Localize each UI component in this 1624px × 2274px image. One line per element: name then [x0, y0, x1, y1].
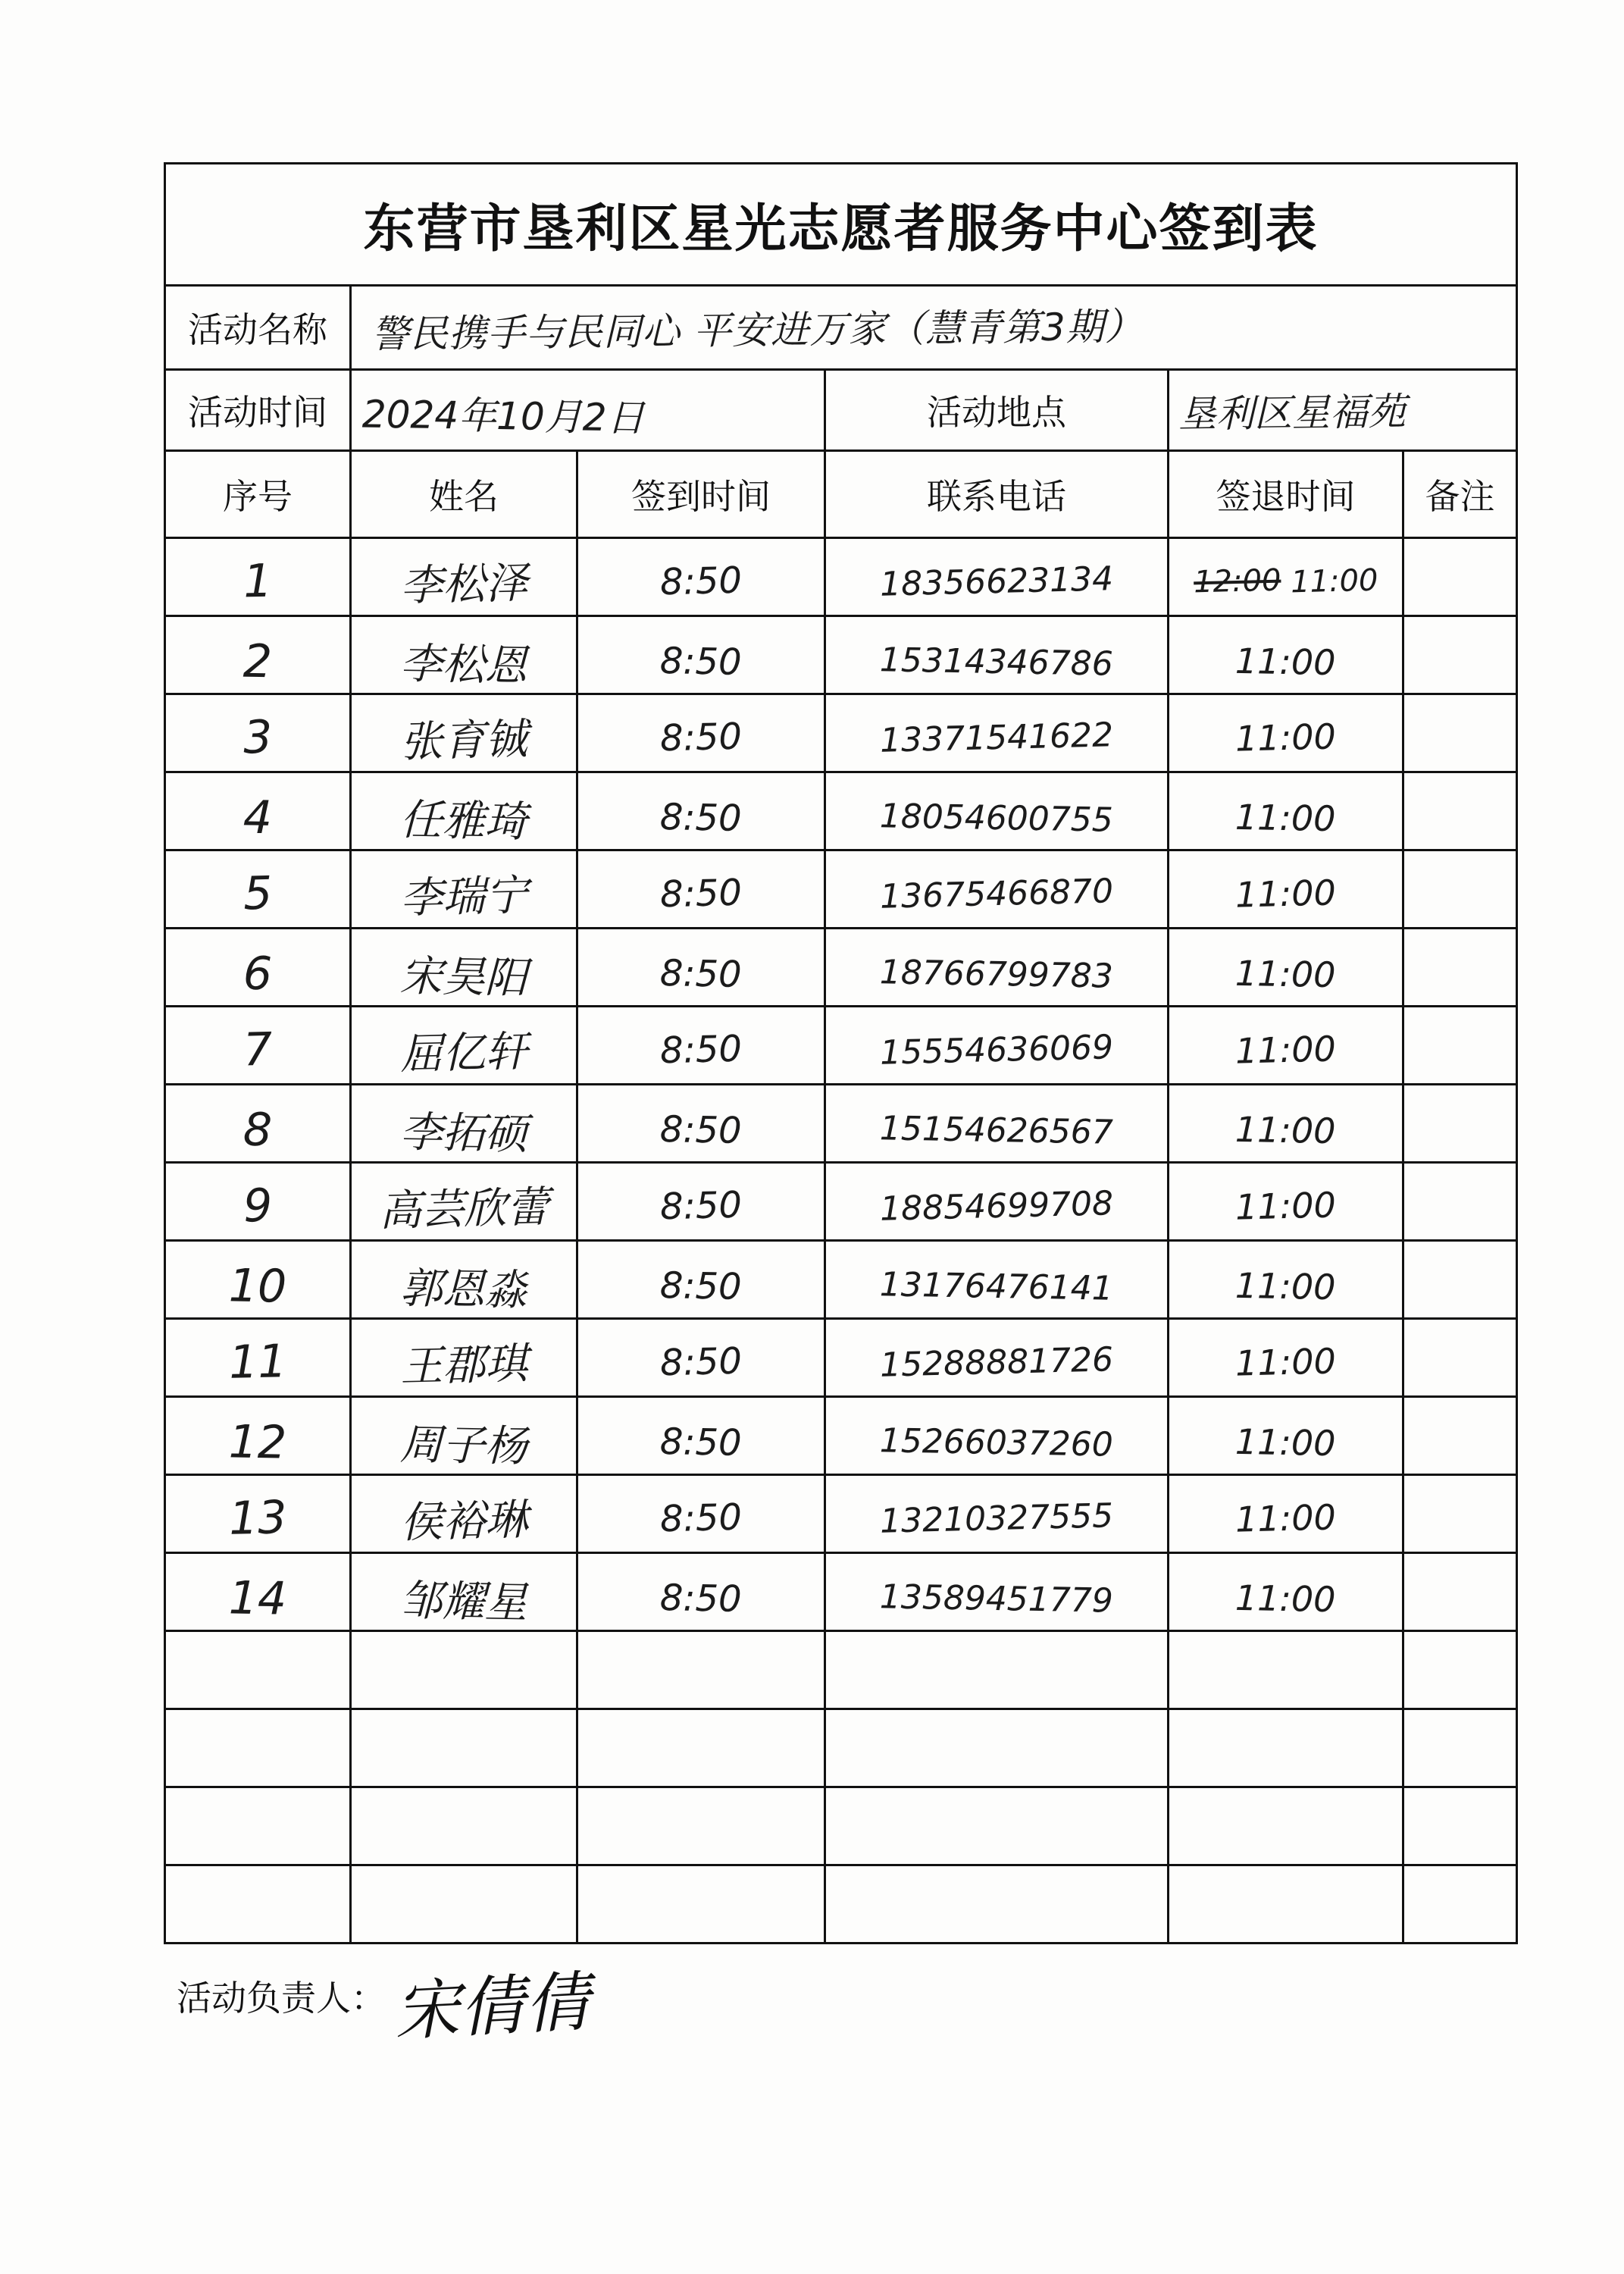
sign-in-time-cell: [577, 694, 825, 772]
empty-cell: [165, 1787, 351, 1865]
empty-cell: [165, 1631, 351, 1709]
row-number: 13: [228, 1491, 288, 1546]
name-cell: [351, 616, 577, 694]
empty-cell: [351, 1709, 577, 1787]
phone-cell: [825, 1085, 1169, 1163]
row-number: 14: [228, 1571, 287, 1626]
phone-number: 15554636069: [879, 1027, 1114, 1073]
activity-location-label: 活动地点: [825, 370, 1169, 451]
table-row: [165, 1241, 1517, 1319]
sign-in-time-cell: [577, 1241, 825, 1319]
header-name: 姓名: [351, 451, 577, 538]
empty-cell: [1403, 1865, 1517, 1944]
phone-cell: [825, 929, 1169, 1007]
sign-out-time: 11:00: [1234, 872, 1337, 916]
title-row: [165, 164, 1517, 286]
empty-cell: [1403, 1631, 1517, 1709]
remark-cell: [1403, 538, 1517, 616]
sign-out-time-cell: [1169, 694, 1403, 772]
sign-in-time: 8:50: [659, 1420, 743, 1464]
phone-number: 13675466870: [879, 871, 1114, 916]
activity-location-value: 垦利区星福苑: [1178, 389, 1407, 437]
activity-time-label: 活动时间: [165, 370, 351, 451]
remark-cell: [1403, 850, 1517, 929]
sign-out-time: 11:00: [1234, 952, 1337, 996]
sign-out-time: 11:00: [1290, 562, 1378, 600]
sign-out-time: 11:00: [1234, 1496, 1337, 1540]
table-row: [165, 694, 1517, 772]
phone-number: 15266037260: [879, 1420, 1114, 1464]
sign-out-time-cell: [1169, 850, 1403, 929]
sign-in-time-cell: [577, 850, 825, 929]
sign-out-time-cell: [1169, 1007, 1403, 1085]
sign-in-time-cell: [577, 1007, 825, 1085]
participant-name: 宋昊阳: [399, 951, 528, 1004]
row-number-cell: [165, 1007, 351, 1085]
activity-name-cell: [351, 286, 1517, 370]
participant-name: 邹耀星: [399, 1576, 528, 1628]
empty-cell: [825, 1787, 1169, 1865]
row-number-cell: [165, 850, 351, 929]
sign-out-time-cell: [1169, 1397, 1403, 1475]
empty-row: [165, 1631, 1517, 1709]
sign-in-time: 8:50: [659, 796, 743, 840]
table-row: [165, 1007, 1517, 1085]
row-number: 11: [228, 1335, 288, 1389]
remark-cell: [1403, 1241, 1517, 1319]
phone-cell: [825, 1241, 1169, 1319]
phone-number: 18356623134: [879, 559, 1114, 604]
sign-out-time-cell: [1169, 1553, 1403, 1631]
phone-number: 18766799783: [879, 952, 1114, 996]
organizer-label: 活动负责人：: [177, 1978, 386, 2019]
name-cell: [351, 1475, 577, 1553]
row-number-cell: [165, 1319, 351, 1397]
remark-cell: [1403, 1397, 1517, 1475]
activity-name-label: 活动名称: [165, 286, 351, 370]
sign-in-time: 8:50: [659, 871, 743, 916]
sign-in-time: 8:50: [659, 559, 743, 604]
sign-out-time-cell: [1169, 1475, 1403, 1553]
empty-cell: [1169, 1709, 1403, 1787]
sign-out-time: 11:00: [1234, 1264, 1337, 1308]
phone-cell: [825, 1397, 1169, 1475]
table-row: [165, 1163, 1517, 1241]
row-number: 5: [243, 866, 274, 921]
row-number-cell: [165, 694, 351, 772]
remark-cell: [1403, 1007, 1517, 1085]
row-number: 9: [243, 1179, 274, 1233]
remark-cell: [1403, 616, 1517, 694]
empty-cell: [351, 1631, 577, 1709]
empty-cell: [165, 1865, 351, 1944]
header-sign-in: 签到时间: [577, 451, 825, 538]
sign-out-time-cell: [1169, 1163, 1403, 1241]
phone-cell: [825, 850, 1169, 929]
name-cell: [351, 1397, 577, 1475]
table-row: [165, 616, 1517, 694]
row-number-cell: [165, 1397, 351, 1475]
sign-out-time: 11:00: [1234, 1577, 1337, 1621]
empty-cell: [351, 1787, 577, 1865]
row-number-cell: [165, 1163, 351, 1241]
row-number-cell: [165, 616, 351, 694]
remark-cell: [1403, 1085, 1517, 1163]
sign-in-time: 8:50: [659, 640, 743, 684]
remark-cell: [1403, 1475, 1517, 1553]
name-cell: [351, 1007, 577, 1085]
sign-out-time-cell: [1169, 616, 1403, 694]
name-cell: [351, 538, 577, 616]
name-cell: [351, 1553, 577, 1631]
sign-in-time: 8:50: [659, 715, 743, 760]
remark-cell: [1403, 1553, 1517, 1631]
phone-number: 13371541622: [879, 715, 1114, 760]
sign-out-time: 11:00: [1234, 1420, 1337, 1464]
table-row: [165, 1085, 1517, 1163]
row-number: 7: [243, 1023, 274, 1077]
sign-in-time-cell: [577, 772, 825, 850]
sign-out-time-cell: [1169, 1241, 1403, 1319]
row-number: 8: [243, 1103, 273, 1157]
name-cell: [351, 1085, 577, 1163]
remark-cell: [1403, 694, 1517, 772]
phone-cell: [825, 1553, 1169, 1631]
activity-time-row: [165, 370, 1517, 451]
phone-number: 13589451779: [879, 1577, 1114, 1621]
sign-out-time: 11:00: [1234, 640, 1337, 684]
phone-cell: [825, 1007, 1169, 1085]
sign-in-time: 8:50: [659, 1108, 743, 1152]
row-number-cell: [165, 538, 351, 616]
sign-out-time-cell: [1169, 929, 1403, 1007]
empty-cell: [825, 1631, 1169, 1709]
row-number: 1: [243, 554, 274, 609]
activity-name-value: 警民携手与民同心 平安进万家（慧青第3期）: [371, 304, 1144, 357]
sign-out-time-cell: [1169, 538, 1403, 616]
sign-in-time-cell: [577, 1319, 825, 1397]
table-row: [165, 850, 1517, 929]
empty-cell: [577, 1631, 825, 1709]
table-row: [165, 772, 1517, 850]
empty-cell: [1169, 1787, 1403, 1865]
sheet-title: 东营市垦利区星光志愿者服务中心签到表: [165, 164, 1517, 286]
sign-in-time-cell: [577, 616, 825, 694]
empty-cell: [825, 1865, 1169, 1944]
row-number-cell: [165, 1553, 351, 1631]
participant-name: 王郡琪: [399, 1339, 529, 1392]
sign-out-time-cell: [1169, 1319, 1403, 1397]
sign-in-table: [164, 162, 1518, 1944]
sign-out-time-cell: [1169, 772, 1403, 850]
empty-cell: [577, 1709, 825, 1787]
header-phone: 联系电话: [825, 451, 1169, 538]
phone-number: 13210327555: [879, 1496, 1114, 1541]
phone-number: 15288881726: [879, 1339, 1114, 1385]
empty-row: [165, 1787, 1517, 1865]
row-number: 3: [243, 710, 274, 765]
phone-number: 13176476141: [879, 1264, 1114, 1308]
empty-cell: [825, 1709, 1169, 1787]
header-sign-out: 签退时间: [1169, 451, 1403, 538]
sign-out-time: 11:00: [1234, 1028, 1337, 1072]
participant-name: 郭恩淼: [399, 1264, 528, 1316]
table-row: [165, 1475, 1517, 1553]
row-number: 6: [243, 947, 273, 1001]
row-number: 12: [228, 1415, 287, 1470]
empty-cell: [1403, 1787, 1517, 1865]
remark-cell: [1403, 772, 1517, 850]
phone-cell: [825, 1163, 1169, 1241]
participant-name: 高芸欣蕾: [378, 1182, 550, 1236]
name-cell: [351, 1163, 577, 1241]
phone-number: 15314346786: [879, 640, 1114, 684]
sign-in-time: 8:50: [659, 1027, 743, 1073]
phone-cell: [825, 694, 1169, 772]
row-number-cell: [165, 1475, 351, 1553]
row-number-cell: [165, 1085, 351, 1163]
sign-out-time: 11:00: [1234, 1108, 1337, 1152]
participant-name: 周子杨: [399, 1420, 528, 1472]
empty-row: [165, 1709, 1517, 1787]
name-cell: [351, 772, 577, 850]
sign-in-time-cell: [577, 1163, 825, 1241]
sign-out-time: 11:00: [1234, 796, 1337, 840]
participant-name: 侯裕琳: [399, 1495, 529, 1549]
empty-cell: [165, 1709, 351, 1787]
header-row: [165, 451, 1517, 538]
activity-time-cell: [351, 370, 825, 451]
activity-name-row: [165, 286, 1517, 370]
row-number: 4: [243, 791, 273, 845]
row-number-cell: [165, 1241, 351, 1319]
header-remark: 备注: [1403, 451, 1517, 538]
empty-cell: [577, 1787, 825, 1865]
remark-cell: [1403, 1163, 1517, 1241]
sign-in-time-cell: [577, 1475, 825, 1553]
empty-cell: [351, 1865, 577, 1944]
sign-in-time: 8:50: [659, 952, 743, 996]
name-cell: [351, 694, 577, 772]
phone-number: 18854699708: [879, 1183, 1114, 1229]
header-no: 序号: [165, 451, 351, 538]
sign-in-time-cell: [577, 1085, 825, 1163]
participant-name: 屈亿轩: [399, 1026, 529, 1080]
sign-out-time: 11:00: [1234, 1340, 1337, 1384]
participant-name: 李松泽: [399, 558, 529, 612]
phone-cell: [825, 538, 1169, 616]
participant-name: 李松恩: [399, 639, 528, 691]
name-cell: [351, 929, 577, 1007]
name-cell: [351, 1319, 577, 1397]
empty-cell: [1169, 1631, 1403, 1709]
sign-in-time: 8:50: [659, 1183, 743, 1229]
name-cell: [351, 1241, 577, 1319]
participant-name: 李拓硕: [399, 1107, 528, 1160]
sign-in-time-cell: [577, 929, 825, 1007]
sign-in-time: 8:50: [659, 1577, 743, 1621]
table-row: [165, 929, 1517, 1007]
row-number-cell: [165, 929, 351, 1007]
name-cell: [351, 850, 577, 929]
activity-location-cell: [1169, 370, 1517, 451]
sign-in-time-cell: [577, 1553, 825, 1631]
phone-cell: [825, 1319, 1169, 1397]
remark-cell: [1403, 1319, 1517, 1397]
row-number-cell: [165, 772, 351, 850]
sign-out-time-struck: 12:00: [1193, 562, 1282, 600]
participant-name: 李瑞宁: [399, 870, 529, 924]
table-row: [165, 538, 1517, 616]
sign-in-time-cell: [577, 1397, 825, 1475]
phone-number: 18054600755: [879, 796, 1114, 840]
organizer-signature: 宋倩倩: [392, 1964, 592, 2050]
empty-cell: [577, 1865, 825, 1944]
empty-cell: [1169, 1865, 1403, 1944]
phone-cell: [825, 1475, 1169, 1553]
sign-in-time: 8:50: [659, 1496, 743, 1541]
sign-out-time: 11:00: [1234, 1184, 1337, 1228]
table-row: [165, 1553, 1517, 1631]
sign-out-time: 11:00: [1234, 716, 1337, 760]
empty-cell: [1403, 1709, 1517, 1787]
participant-name: 张育铖: [399, 714, 529, 768]
row-number: 2: [243, 634, 273, 689]
phone-cell: [825, 616, 1169, 694]
table-row: [165, 1397, 1517, 1475]
remark-cell: [1403, 929, 1517, 1007]
row-number: 10: [228, 1259, 287, 1314]
sign-in-time-cell: [577, 538, 825, 616]
table-row: [165, 1319, 1517, 1397]
participant-name: 任雅琦: [399, 795, 528, 847]
sign-in-time: 8:50: [659, 1264, 743, 1308]
activity-time-value: 2024年10月2日: [361, 392, 645, 440]
empty-row: [165, 1865, 1517, 1944]
sign-out-time-cell: [1169, 1085, 1403, 1163]
phone-number: 15154626567: [879, 1108, 1114, 1152]
sign-in-time: 8:50: [659, 1339, 743, 1385]
phone-cell: [825, 772, 1169, 850]
